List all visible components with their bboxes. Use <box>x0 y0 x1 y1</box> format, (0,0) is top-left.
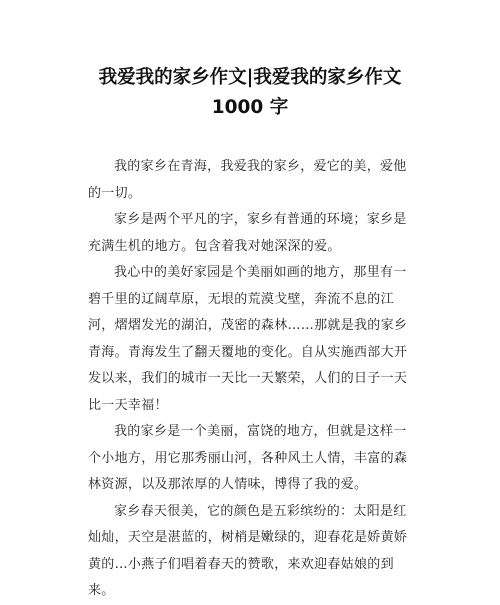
document-title: 我爱我的家乡作文|我爱我的家乡作文 <box>98 67 402 88</box>
paragraph-3: 我心中的美好家园是个美丽如画的地方，那里有一碧千里的辽阔草原，无垠的荒漠戈壁，奔流不息的江河，熠熠发光的湖泊，茂密的森林……那就是我的家乡青海。青海发生了翻天覆地的变化。自从实施西部大开发以来，我们的城市一天比一天繁荣，人们的日子一天比一天幸福！ <box>88 265 408 413</box>
paragraph-4: 我的家乡是一个美丽，富饶的地方，但就是这样一个小地方，用它那秀丽山河，各种风土人情，丰富的森林资源，以及那浓厚的人情味，博得了我的爱。 <box>88 424 408 492</box>
paragraph-1: 我的家乡在青海，我爱我的家乡，爱它的美，爱他的一切。 <box>88 159 407 201</box>
document-subtitle: 1000 字 <box>211 97 289 118</box>
paragraph-2: 家乡是两个平凡的字，家乡有普通的环境；家乡是充满生机的地方。包含着我对她深深的爱。 <box>88 212 407 254</box>
paragraph-5: 家乡春天很美，它的颜色是五彩缤纷的：太阳是红灿灿，天空是湛蓝的，树梢是嫩绿的，迎春花是娇黄娇黄的…小燕子们唱着春天的赞歌，来欢迎春姑娘的到来。 <box>88 503 408 598</box>
document-body <box>88 154 416 605</box>
